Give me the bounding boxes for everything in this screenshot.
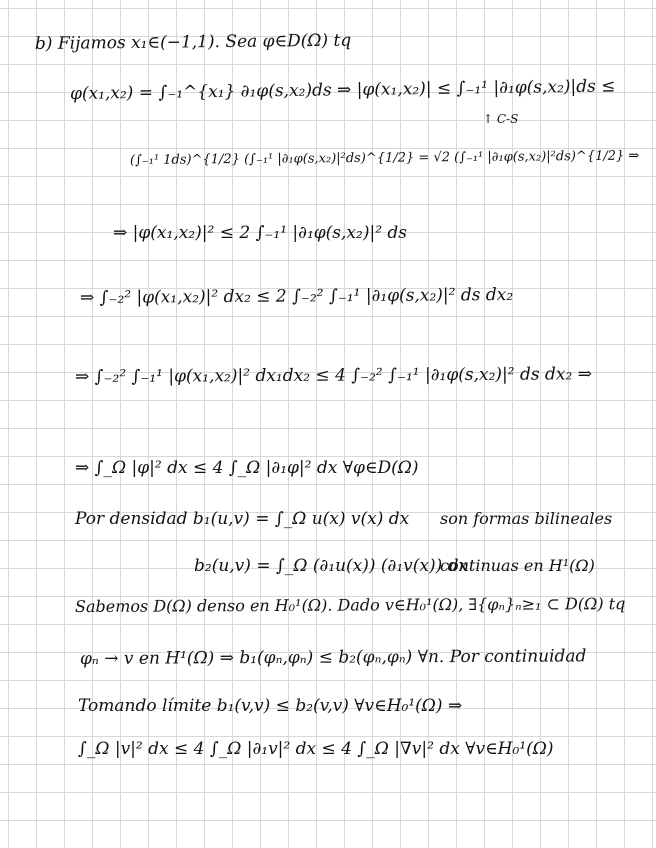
convergence-statement: φₙ → v en H¹(Ω) ⇒ b₁(φₙ,φₙ) ≤ b₂(φₙ,φₙ) ∀n. Por continuidad <box>79 646 587 669</box>
bilinear-form-b2: b₂(u,v) = ∫_Ω (∂₁u(x)) (∂₁v(x)) dx <box>194 556 469 576</box>
integrate-in-x1: ⇒ ∫₋₂² ∫₋₁¹ |φ(x₁,x₂)|² dx₁dx₂ ≤ 4 ∫₋₂² ∫₋₁¹ |∂₁φ(s,x₂)|² ds dx₂ ⇒ <box>74 364 592 387</box>
cauchy-schwarz-step: (∫₋₁¹ 1ds)^{1/2} (∫₋₁¹ |∂₁φ(s,x₂)|²ds)^{1/2} = √2 (∫₋₁¹ |∂₁φ(s,x₂)|²ds)^{1/2} ⇒ <box>129 148 640 168</box>
limit-statement: Tomando límite b₁(v,v) ≤ b₂(v,v) ∀v∈H₀¹(Ω) ⇒ <box>78 696 463 716</box>
poincare-inequality-smooth: ⇒ ∫_Ω |φ|² dx ≤ 4 ∫_Ω |∂₁φ|² dx ∀φ∈D(Ω) <box>75 458 419 478</box>
integrate-in-x2: ⇒ ∫₋₂² |φ(x₁,x₂)|² dx₂ ≤ 2 ∫₋₂² ∫₋₁¹ |∂₁φ(s,x₂)|² ds dx₂ <box>79 284 514 308</box>
fundamental-theorem-estimate: φ(x₁,x₂) = ∫₋₁^{x₁} ∂₁φ(s,x₂)ds ⇒ |φ(x₁,x₂)| ≤ ∫₋₁¹ |∂₁φ(s,x₂)|ds ≤ <box>69 76 616 104</box>
continuity-note: continuas en H¹(Ω) <box>440 556 595 575</box>
final-inequality: ∫_Ω |v|² dx ≤ 4 ∫_Ω |∂₁v|² dx ≤ 4 ∫_Ω |∇v|² dx ∀v∈H₀¹(Ω) <box>78 739 554 759</box>
cauchy-schwarz-note: ↑ C-S <box>483 112 519 126</box>
part-b-intro: b) Fijamos x₁∈(−1,1). Sea φ∈D(Ω) tq <box>34 30 352 54</box>
squared-estimate: ⇒ |φ(x₁,x₂)|² ≤ 2 ∫₋₁¹ |∂₁φ(s,x₂)|² ds <box>113 223 408 243</box>
density-statement: Sabemos D(Ω) denso en H₀¹(Ω). Dado v∈H₀¹(Ω), ∃{φₙ}ₙ≥₁ ⊂ D(Ω) tq <box>74 594 626 616</box>
bilinear-note: son formas bilineales <box>440 509 613 528</box>
bilinear-form-b1: Por densidad b₁(u,v) = ∫_Ω u(x) v(x) dx <box>75 509 410 529</box>
